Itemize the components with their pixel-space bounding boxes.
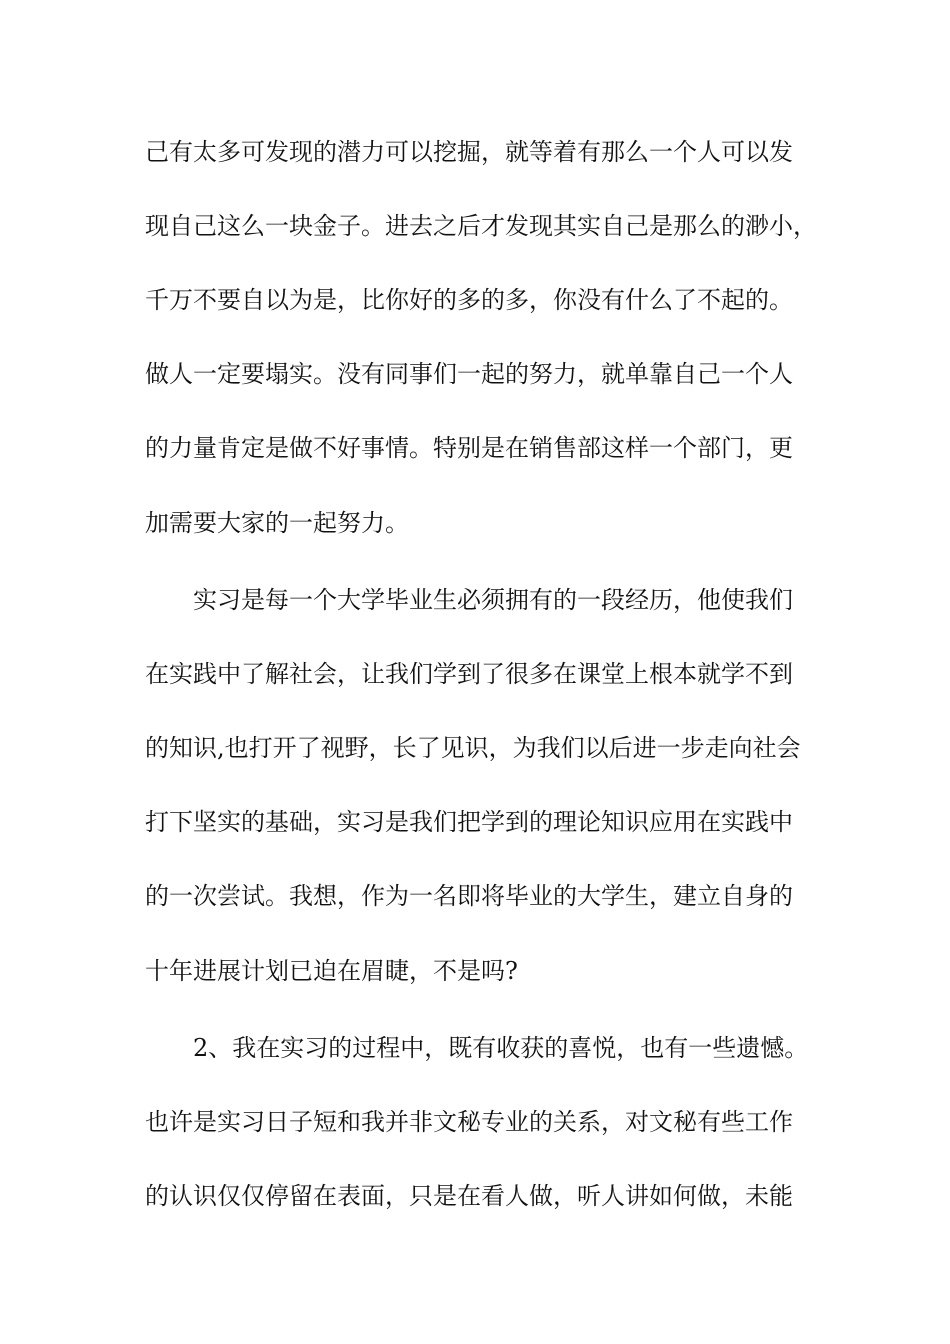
text-line: 在实践中了解社会，让我们学到了很多在课堂上根本就学不到 (145, 660, 793, 688)
text-line: 也许是实习日子短和我并非文秘专业的关系，对文秘有些工作 (145, 1108, 793, 1136)
text-line: 现自己这么一块金子。进去之后才发现其实自己是那么的渺小， (145, 212, 817, 240)
text-line: 的认识仅仅停留在表面，只是在看人做，听人讲如何做，未能 (145, 1182, 793, 1210)
text-line: 己有太多可发现的潜力可以挖掘，就等着有那么一个人可以发 (145, 138, 793, 166)
text-line: 的知识,也打开了视野，长了见识，为我们以后进一步走向社会 (145, 734, 801, 762)
text-line: 2、我在实习的过程中，既有收获的喜悦，也有一些遗憾。 (193, 1034, 809, 1062)
text-line: 打下坚实的基础，实习是我们把学到的理论知识应用在实践中 (145, 808, 793, 836)
text-line: 做人一定要塌实。没有同事们一起的努力，就单靠自己一个人 (145, 360, 793, 388)
text-line: 的一次尝试。我想，作为一名即将毕业的大学生，建立自身的 (145, 882, 793, 910)
text-line: 加需要大家的一起努力。 (145, 509, 409, 537)
text-line: 实习是每一个大学毕业生必须拥有的一段经历，他使我们 (193, 586, 793, 614)
text-line: 千万不要自以为是，比你好的多的多，你没有什么了不起的。 (145, 286, 793, 314)
text-line: 十年进展计划已迫在眉睫，不是吗? (145, 957, 518, 985)
text-line: 的力量肯定是做不好事情。特别是在销售部这样一个部门，更 (145, 434, 793, 462)
